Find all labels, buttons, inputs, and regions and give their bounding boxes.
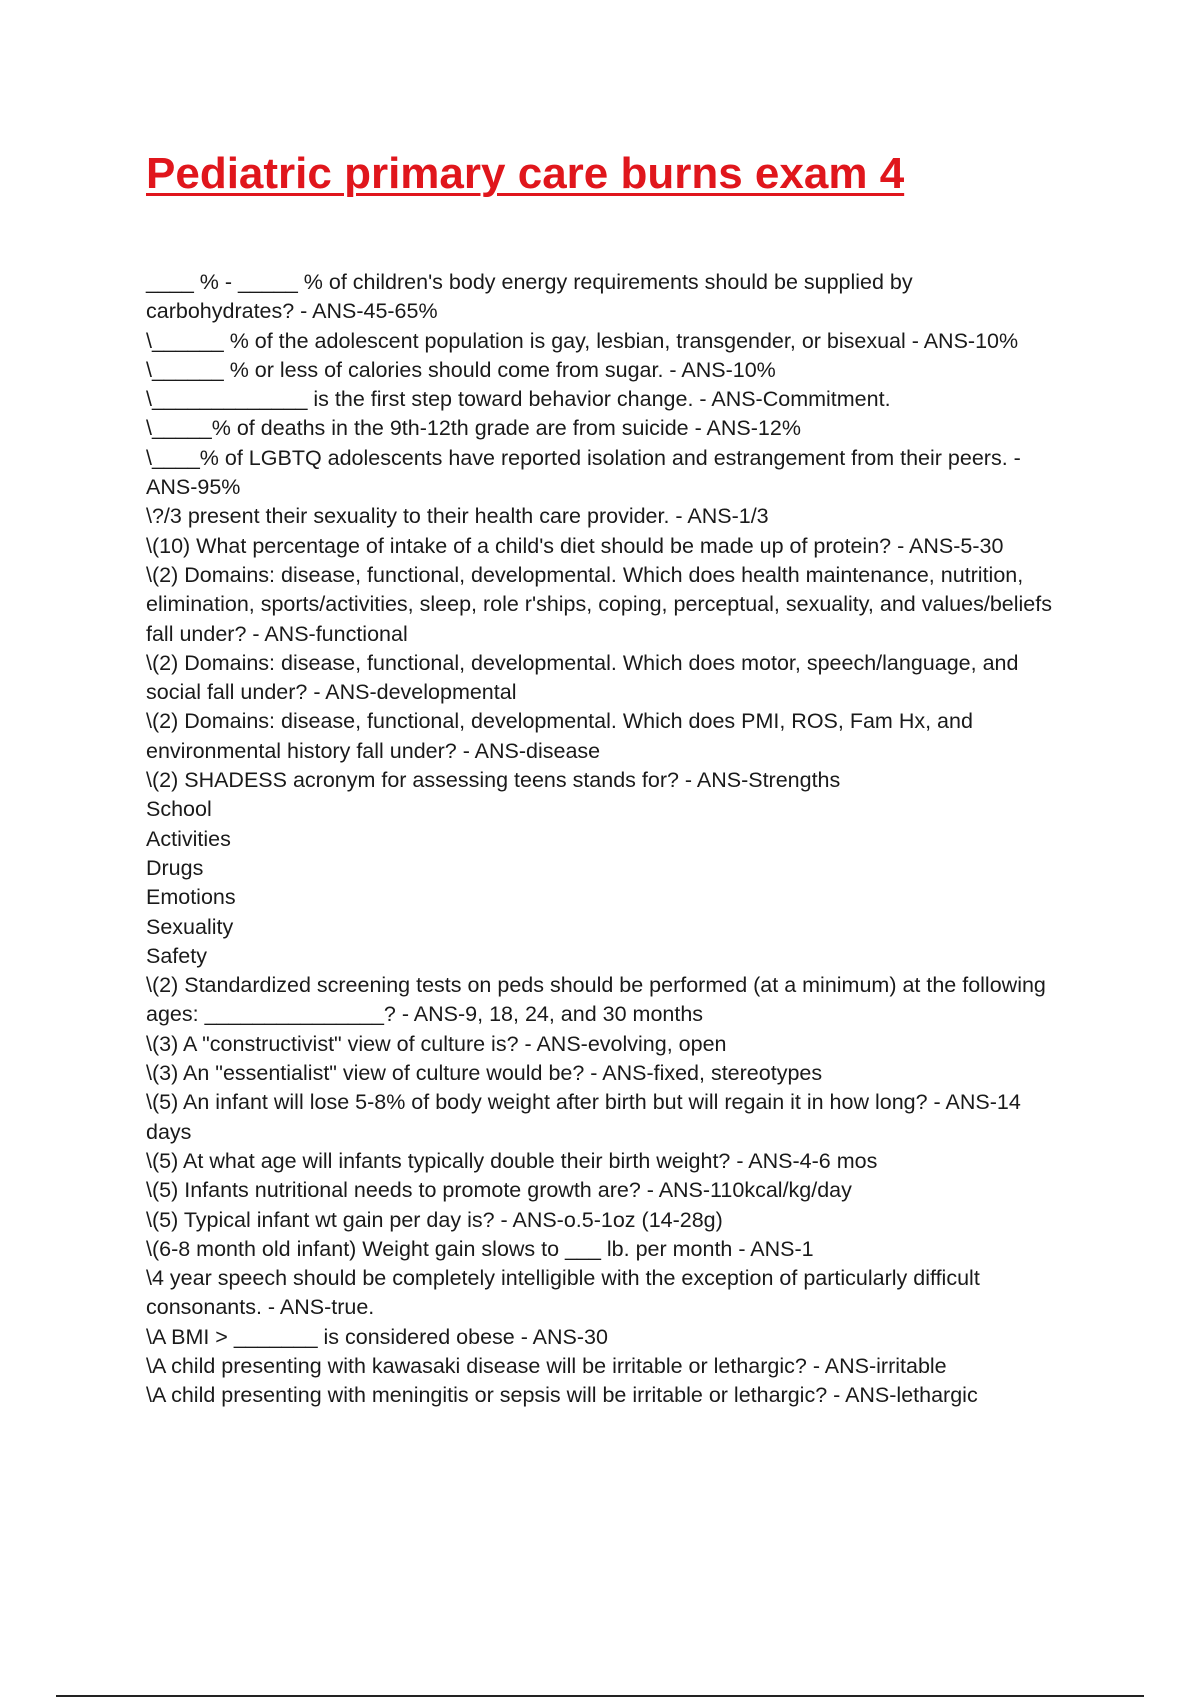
text-line: Drugs (146, 855, 204, 880)
text-line: \_____% of deaths in the 9th-12th grade are from suicide - ANS-12% (146, 416, 801, 441)
text-line: \A child presenting with kawasaki disease will be irritable or lethargic? - ANS-irritable (146, 1353, 947, 1378)
text-line: Safety (146, 943, 207, 968)
qa-list (146, 268, 1086, 1411)
text-line: \____% of LGBTQ adolescents have reported isolation and estrangement from their peers. - (146, 445, 1021, 470)
text-line: consonants. - ANS-true. (146, 1295, 375, 1320)
footer-divider (56, 1695, 1144, 1697)
text-line: \(5) Typical infant wt gain per day is? - ANS-o.5-1oz (14-28g) (146, 1207, 723, 1232)
text-line: \(6-8 month old infant) Weight gain slows to ___ lb. per month - ANS-1 (146, 1236, 814, 1261)
text-line: \______ % or less of calories should come from sugar. - ANS-10% (146, 357, 776, 382)
text-line: \(2) Standardized screening tests on peds should be performed (at a minimum) at the following (146, 973, 1046, 998)
text-line: ____ % - _____ % of children's body energy requirements should be supplied by (146, 270, 913, 294)
text-line: carbohydrates? - ANS-45-65% (146, 299, 438, 324)
text-line: \4 year speech should be completely intelligible with the exception of particularly difficult (146, 1266, 980, 1291)
text-line: School (146, 797, 212, 822)
text-line: \______ % of the adolescent population is gay, lesbian, transgender, or bisexual - ANS-10% (146, 328, 1019, 353)
text-line: \(5) Infants nutritional needs to promote growth are? - ANS-110kcal/kg/day (146, 1178, 852, 1203)
text-line: ages: _______________? - ANS-9, 18, 24, and 30 months (146, 1002, 704, 1027)
text-line: ANS-95% (146, 475, 241, 500)
text-line: social fall under? - ANS-developmental (146, 680, 517, 705)
text-line: \A BMI > _______ is considered obese - ANS-30 (146, 1324, 608, 1349)
text-line: \(2) Domains: disease, functional, developmental. Which does PMI, ROS, Fam Hx, and (146, 709, 973, 734)
page-title: Pediatric primary care burns exam 4 (146, 149, 905, 198)
text-line: \A child presenting with meningitis or sepsis will be irritable or lethargic? - ANS-lethargic (146, 1383, 978, 1408)
text-line: \(2) SHADESS acronym for assessing teens stands for? - ANS-Strengths (146, 768, 841, 793)
text-line: \(3) An "essentialist" view of culture would be? - ANS-fixed, stereotypes (146, 1061, 823, 1086)
text-line: Emotions (146, 885, 236, 910)
text-line: \(2) Domains: disease, functional, developmental. Which does motor, speech/language, and (146, 650, 1019, 675)
text-line: \(2) Domains: disease, functional, developmental. Which does health maintenance, nutrition, (146, 562, 1024, 587)
text-line: environmental history fall under? - ANS-disease (146, 738, 601, 763)
text-line: elimination, sports/activities, sleep, role r'ships, coping, perceptual, sexuality, and values/beliefs (146, 592, 1052, 617)
text-line: Sexuality (146, 914, 234, 939)
text-line: \(5) At what age will infants typically double their birth weight? - ANS-4-6 mos (146, 1148, 878, 1173)
text-line: \(3) A "constructivist" view of culture is? - ANS-evolving, open (146, 1031, 727, 1056)
text-line: Activities (146, 826, 231, 851)
text-line: \(5) An infant will lose 5-8% of body weight after birth but will regain it in how long? - ANS-14 (146, 1090, 1021, 1115)
text-line: fall under? - ANS-functional (146, 621, 408, 646)
text-line: \?/3 present their sexuality to their health care provider. - ANS-1/3 (146, 504, 769, 529)
text-line: days (146, 1119, 192, 1144)
text-line: \_____________ is the first step toward behavior change. - ANS-Commitment. (146, 387, 891, 412)
text-line: \(10) What percentage of intake of a child's diet should be made up of protein? - ANS-5-30 (146, 533, 1004, 558)
